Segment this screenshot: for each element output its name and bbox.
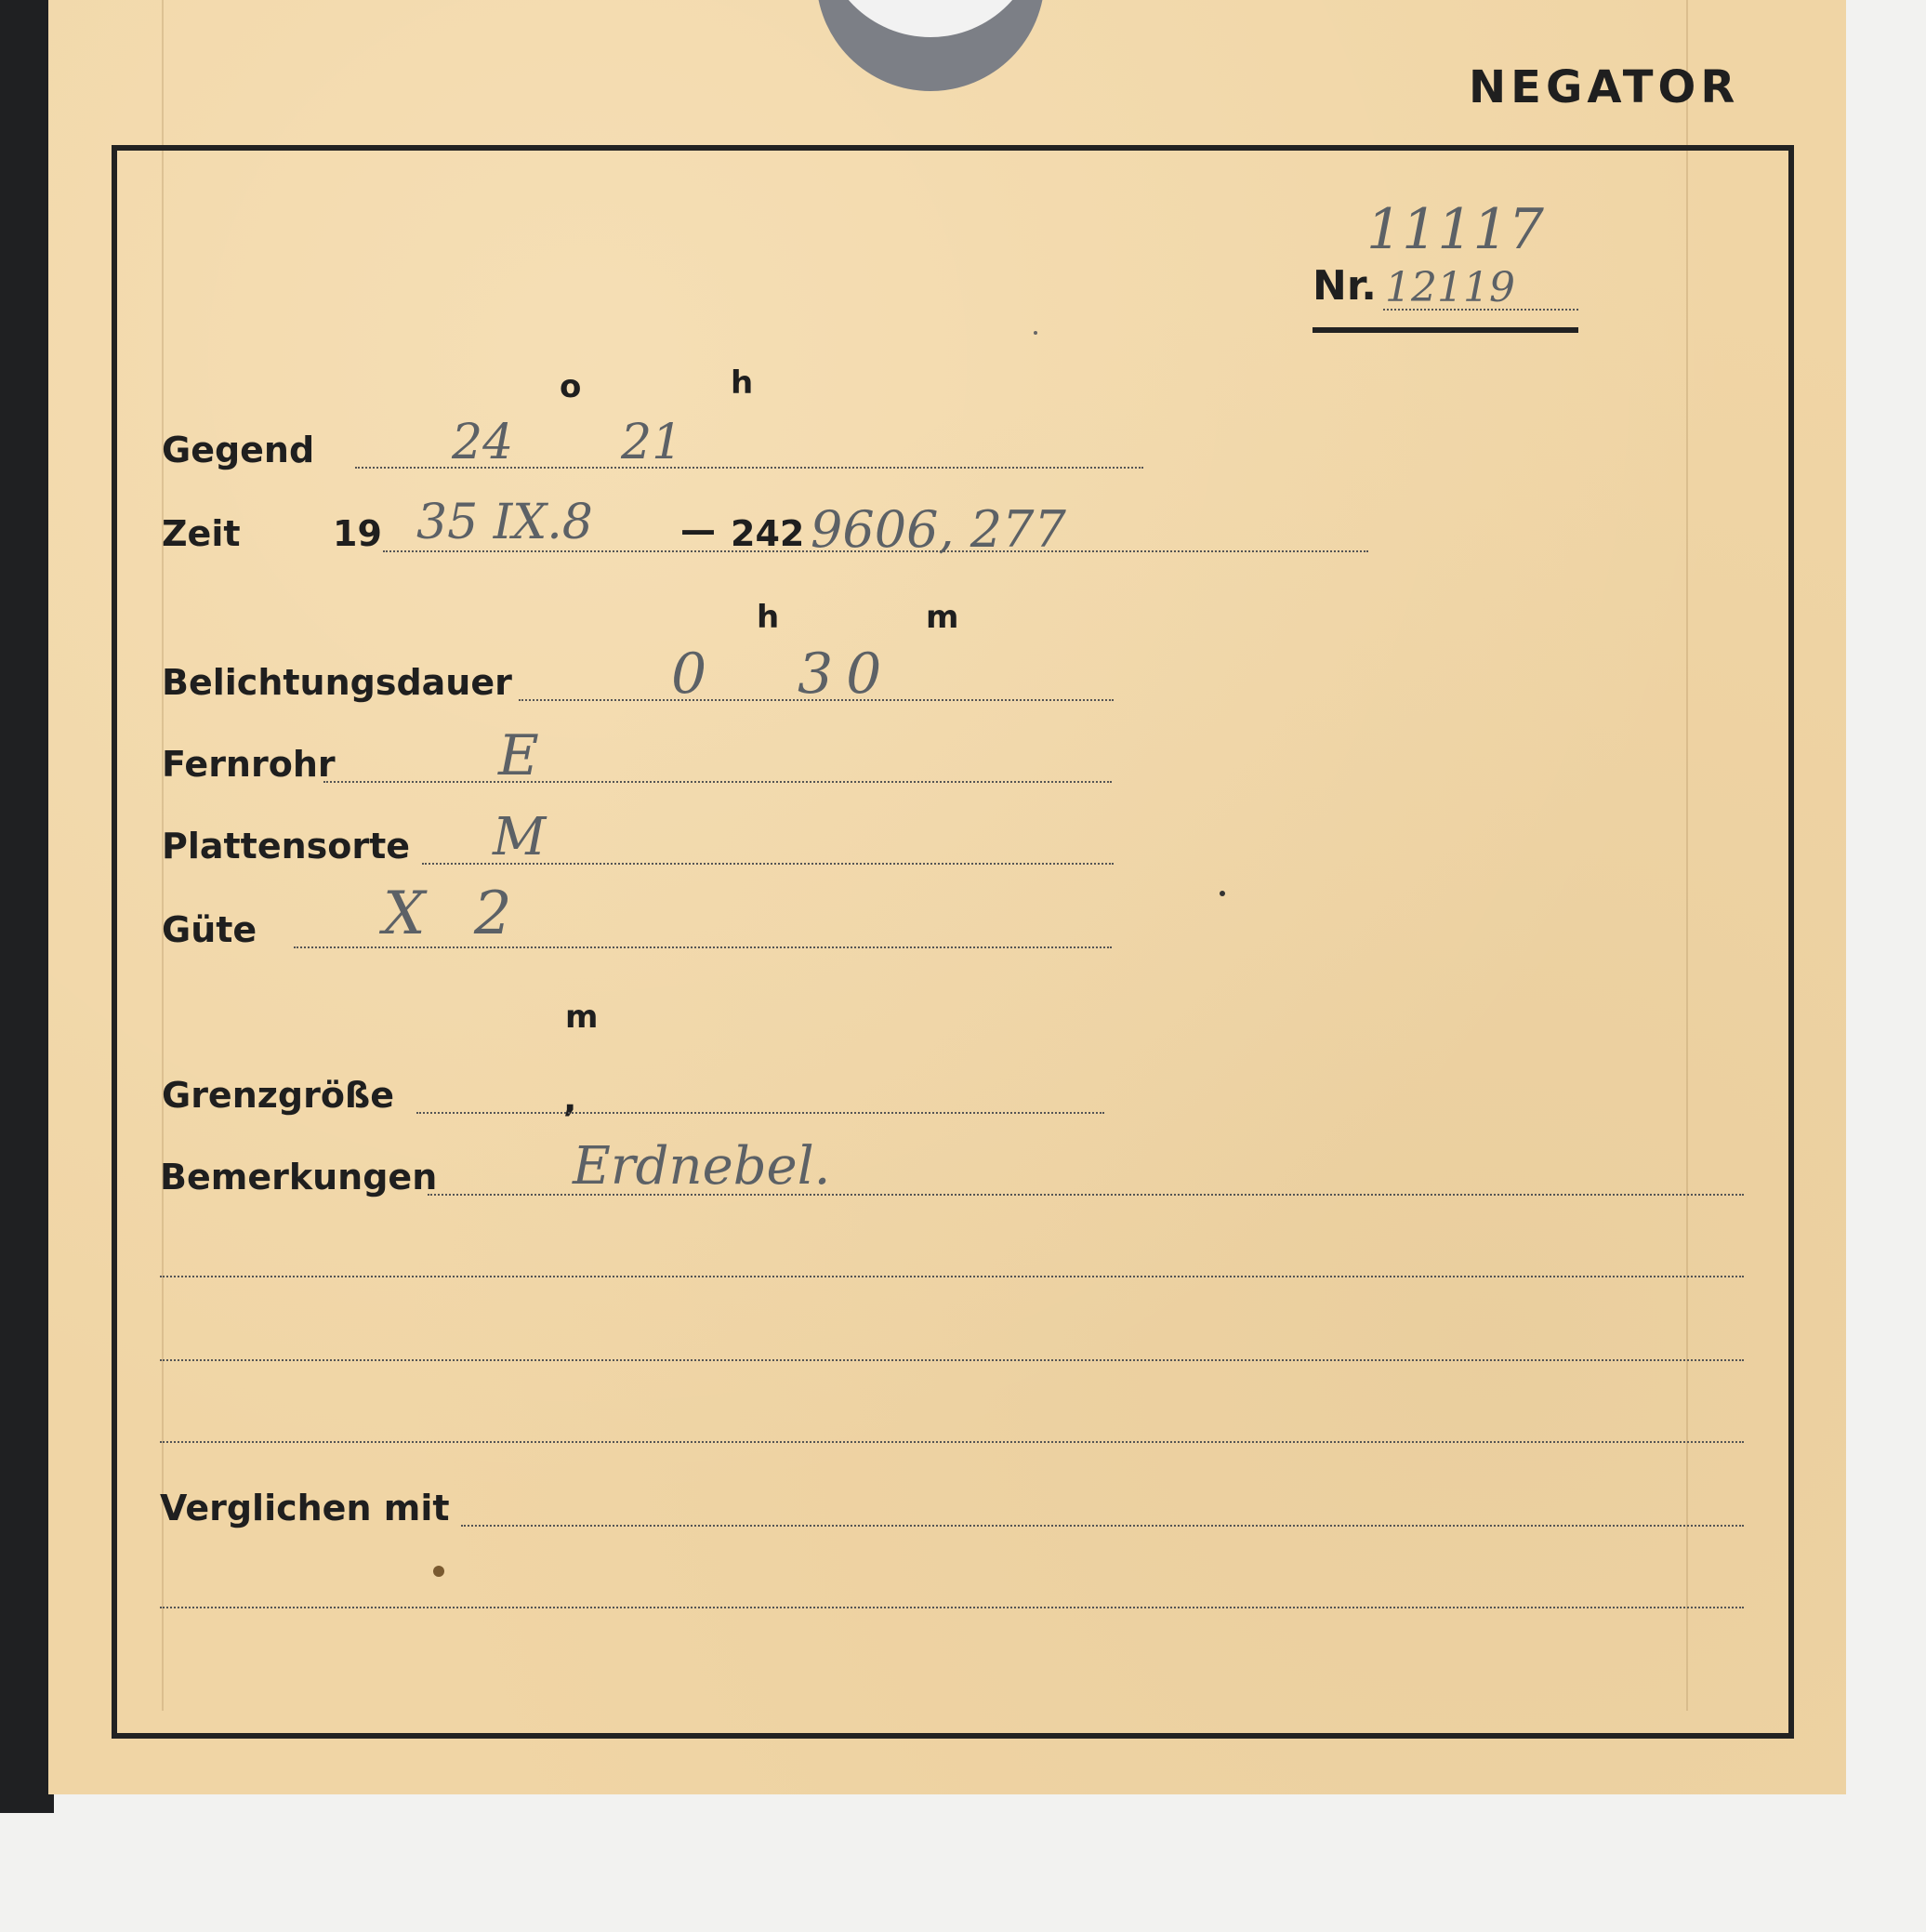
bemerkungen-extra-line-2[interactable]	[160, 1359, 1744, 1361]
fernrohr-handwritten: E	[498, 723, 539, 788]
number-correction-handwritten: 11117	[1366, 197, 1544, 262]
zeit-label: Zeit	[162, 513, 241, 554]
gegend-handwritten-h: 21	[621, 415, 683, 470]
gegend-unit-h: h	[731, 364, 754, 402]
gegend-handwritten-deg: 24	[452, 415, 514, 470]
zeit-handwritten-value: 9606, 277	[811, 500, 1066, 559]
belichtung-handwritten-m: 30	[798, 642, 895, 707]
paper-spot	[433, 1566, 444, 1577]
gegend-unit-deg: o	[560, 368, 582, 405]
zeit-handwritten-date: 35 IX.8	[416, 495, 593, 550]
guete-handwritten: X 2	[383, 880, 527, 948]
zeit-field-line[interactable]	[383, 550, 1368, 552]
guete-field-line[interactable]	[294, 946, 1112, 948]
paper-spot	[1220, 891, 1225, 896]
verglichen-mit-extra-line[interactable]	[160, 1607, 1744, 1608]
belichtung-unit-m: m	[926, 599, 959, 636]
gegend-label: Gegend	[162, 430, 315, 470]
belichtung-unit-h: h	[757, 599, 780, 636]
zeit-prefix-2: 242	[731, 513, 805, 554]
plattensorte-handwritten: M	[493, 807, 547, 867]
paper-spot	[1034, 331, 1037, 335]
bemerkungen-handwritten: Erdnebel.	[573, 1136, 831, 1197]
gegend-field-line[interactable]	[355, 467, 1143, 469]
verglichen-mit-label: Verglichen mit	[160, 1488, 450, 1528]
grenzgroesse-comma: ,	[563, 1078, 577, 1119]
number-label: Nr.	[1313, 262, 1377, 310]
grenzgroesse-label: Grenzgröße	[162, 1075, 395, 1116]
number-value-handwritten: 12119	[1385, 264, 1515, 311]
fernrohr-field-line[interactable]	[323, 781, 1112, 783]
grenzgroesse-unit-m: m	[565, 999, 599, 1036]
bemerkungen-extra-line-1[interactable]	[160, 1276, 1744, 1277]
guete-label: Güte	[162, 909, 257, 950]
verglichen-mit-field-line[interactable]	[461, 1525, 1744, 1527]
bemerkungen-extra-line-3[interactable]	[160, 1441, 1744, 1443]
grenzgroesse-field-line[interactable]	[416, 1112, 1104, 1114]
belichtungsdauer-field-line[interactable]	[519, 699, 1114, 701]
plattensorte-label: Plattensorte	[162, 826, 411, 867]
belichtung-handwritten-h: 0	[671, 642, 707, 707]
envelope-spine	[0, 0, 54, 1813]
bemerkungen-field-line[interactable]	[428, 1194, 1744, 1196]
plattensorte-field-line[interactable]	[422, 863, 1114, 865]
bemerkungen-label: Bemerkungen	[160, 1157, 438, 1198]
fernrohr-label: Fernrohr	[162, 744, 336, 785]
zeit-dash: —	[680, 509, 716, 550]
zeit-year-prefix: 19	[333, 513, 382, 554]
number-underline	[1313, 327, 1578, 333]
number-dotted-line	[1383, 309, 1578, 311]
belichtungsdauer-label: Belichtungsdauer	[162, 662, 512, 703]
brand-title: NEGATOR	[1469, 61, 1740, 113]
